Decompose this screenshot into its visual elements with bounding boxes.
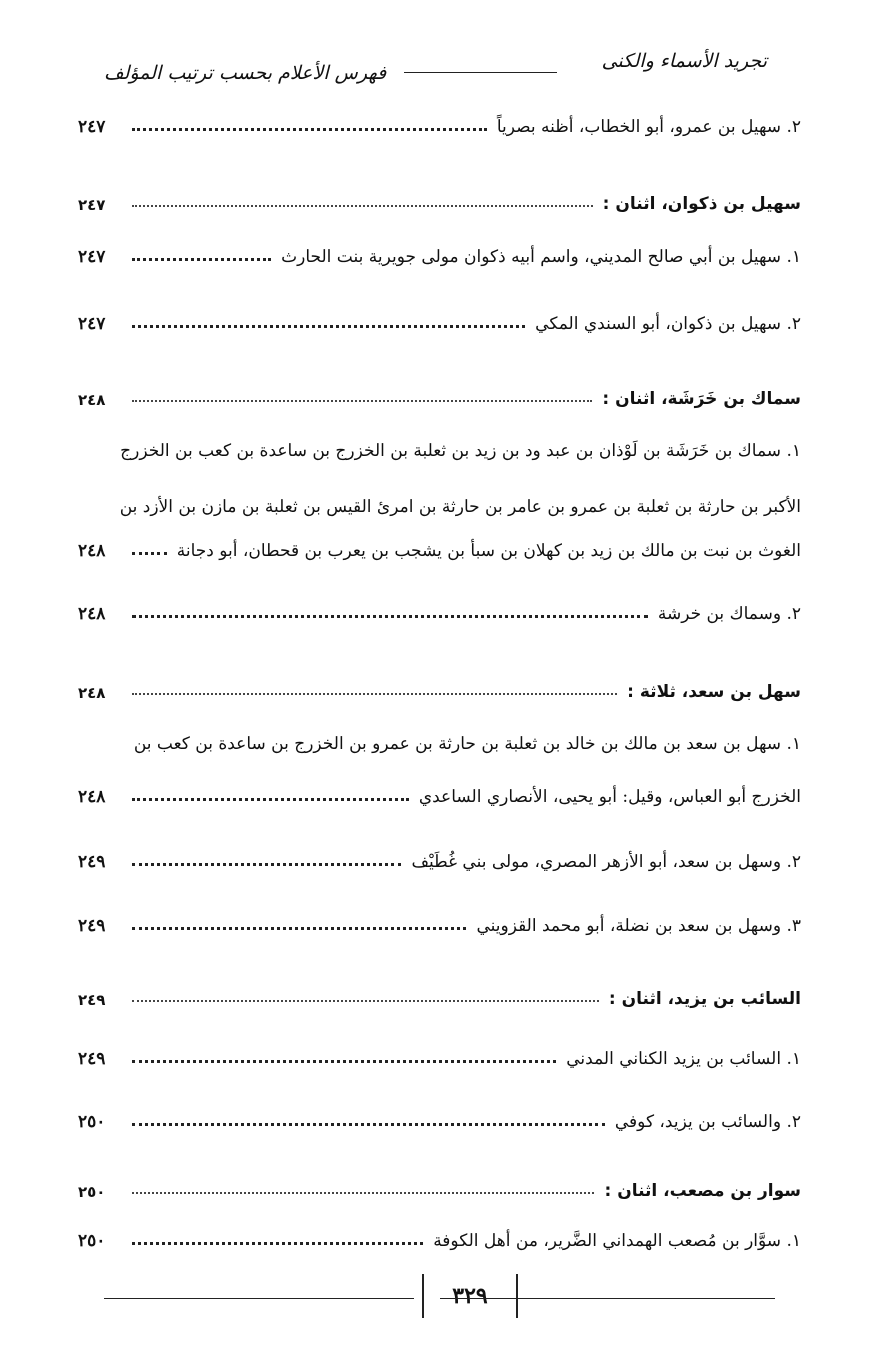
dot-leader [132, 1192, 594, 1194]
index-entry [78, 1093, 801, 1133]
index-entry-continued [78, 715, 801, 755]
index-heading [78, 1162, 801, 1202]
heading-text: سهل بن سعد، ثلاثة : [627, 681, 801, 702]
dot-leader [132, 863, 401, 866]
entry-text: الخزرج أبو العباس، وقيل: أبو يحيى، الأنصاري الساعدي [418, 786, 801, 807]
dot-leader [132, 400, 592, 402]
index-heading [78, 663, 801, 703]
index-entry [78, 1212, 801, 1252]
index-entry [78, 228, 801, 268]
entry-text: ٢. وسماك بن خرشة [657, 603, 801, 624]
dot-leader [132, 1060, 556, 1063]
dot-leader [132, 128, 487, 131]
index-heading [78, 370, 801, 410]
dot-leader [132, 1242, 423, 1245]
running-head [104, 50, 767, 86]
entry-text: ١. السائب بن يزيد الكناني المدني [566, 1048, 801, 1069]
index-heading [78, 175, 801, 215]
entry-text: ٢. سهيل بن عمرو، أبو الخطاب، أظنه بصرياً [496, 116, 801, 137]
page-number: ٢٤٨ [78, 786, 106, 807]
index-entry [78, 897, 801, 937]
page-number: ٢٤٧ [78, 313, 106, 334]
page-number: ٢٥٠ [78, 1230, 106, 1251]
page-number: ٢٤٩ [78, 915, 106, 936]
index-entry [78, 295, 801, 335]
entry-text: ١. سوَّار بن مُصعب الهمداني الضَّرير، من أهل الكوفة [433, 1230, 801, 1251]
header-rule [404, 72, 557, 73]
entry-text: ١. سماك بن خَرَشَة بن لَوْذان بن عبد ود بن زيد بن ثعلبة بن الخزرج بن ساعدة بن كعب بن الخزرج [120, 440, 801, 461]
page-number: ٢٤٧ [78, 246, 106, 267]
index-entry-continued [78, 422, 801, 462]
entry-text: ١. سهل بن سعد بن مالك بن خالد بن ثعلبة بن حارثة بن عمرو بن الخزرج بن ساعدة بن كعب بن [133, 733, 801, 754]
index-entry [78, 1030, 801, 1070]
index-entry [78, 768, 801, 808]
index-entry-continued [78, 478, 801, 518]
page-number: ٢٤٨ [78, 540, 106, 561]
folio-number: ٣٢٩ [422, 1274, 518, 1318]
dot-leader [132, 1000, 599, 1002]
dot-leader [132, 615, 648, 618]
dot-leader [132, 693, 617, 695]
entry-text: ١. سهيل بن أبي صالح المديني، واسم أبيه ذكوان مولى جويرية بنت الحارث [281, 246, 801, 267]
entry-text: ٢. وسهل بن سعد، أبو الأزهر المصري، مولى بني غُطَيْف [411, 851, 801, 872]
page-number: ٢٤٧ [78, 116, 106, 137]
footer-rule [440, 1298, 775, 1299]
entry-text: الأكبر بن حارثة بن ثعلبة بن عمرو بن عامر بن حارثة بن امرئ القيس بن ثعلبة بن مازن بن الأزد بن [119, 496, 801, 517]
index-entry [78, 833, 801, 873]
heading-text: سهيل بن ذكوان، اثنان : [602, 193, 801, 214]
entry-text: ٢. والسائب بن يزيد، كوفي [614, 1111, 801, 1132]
book-title: تجريد الأسماء والكنى [601, 50, 767, 72]
dot-leader [132, 258, 271, 261]
heading-text: سوار بن مصعب، اثنان : [604, 1180, 801, 1201]
dot-leader [132, 798, 409, 801]
page-number: ٢٤٨ [78, 391, 106, 410]
page-number: ٢٤٩ [78, 991, 106, 1010]
dot-leader [132, 1123, 605, 1126]
index-entry [78, 585, 801, 625]
index-heading [78, 970, 801, 1010]
page-number: ٢٤٩ [78, 851, 106, 872]
entry-text: الغوث بن نبت بن مالك بن زيد بن كهلان بن سبأ بن يشجب بن يعرب بن قحطان، أبو دجانة [176, 540, 801, 561]
index-entry [78, 522, 801, 562]
page-number: ٢٤٨ [78, 684, 106, 703]
dot-leader [132, 205, 593, 207]
heading-text: السائب بن يزيد، اثنان : [608, 988, 801, 1009]
index-entry [78, 98, 801, 138]
page-footer [104, 1270, 775, 1330]
section-title: فهرس الأعلام بحسب ترتيب المؤلف [104, 62, 387, 84]
page-number: ٢٤٧ [78, 196, 106, 215]
entry-text: ٣. وسهل بن سعد بن نضلة، أبو محمد القزويني [476, 915, 801, 936]
heading-text: سماك بن خَرَشَة، اثنان : [602, 388, 801, 409]
dot-leader [132, 325, 525, 328]
footer-rule [104, 1298, 414, 1299]
page-number: ٢٤٨ [78, 603, 106, 624]
dot-leader [132, 552, 167, 555]
page-number: ٢٥٠ [78, 1111, 106, 1132]
page-number: ٢٥٠ [78, 1183, 106, 1202]
entry-text: ٢. سهيل بن ذكوان، أبو السندي المكي [535, 313, 801, 334]
dot-leader [132, 927, 466, 930]
page-number: ٢٤٩ [78, 1048, 106, 1069]
